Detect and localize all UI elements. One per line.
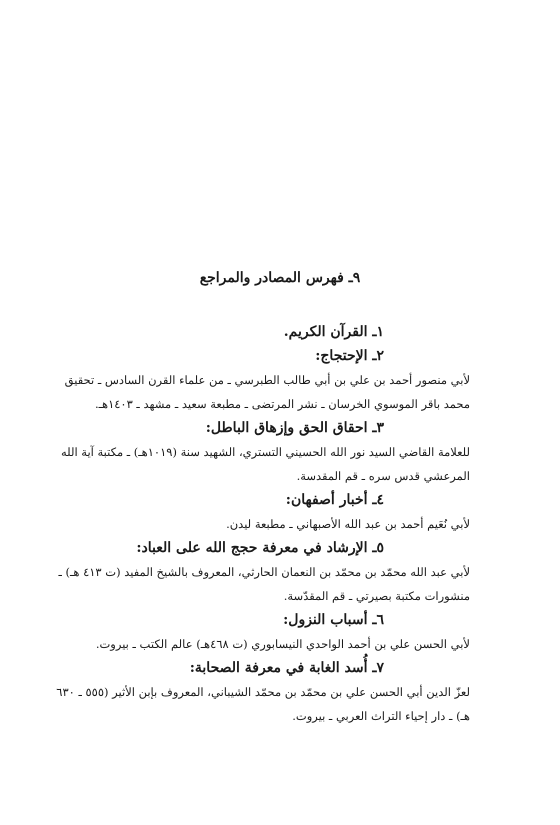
entry-title: ٧ـ أُسد الغابة في معرفة الصحابة: [189, 660, 384, 676]
entry-title: ١ـ القرآن الكريم. [283, 324, 384, 340]
bibliography-entry [64, 344, 470, 416]
bibliography-list [56, 318, 470, 728]
entry-title: ٦ـ أسباب النزول: [283, 612, 384, 628]
bibliography-entry [90, 320, 470, 344]
entry-title: ٣ـ احقاق الحق وإزهاق الباطل: [205, 420, 384, 436]
entry-text-line: للعلامة القاضي السيد نور الله الحسيني التستري، الشهيد سنة (١٠١٩هـ) ـ مكتبة آية الله [60, 445, 470, 459]
entry-text-line: لأبي نُعَيم أحمد بن عبد الله الأصبهاني ـ مطبعة ليدن. [226, 517, 470, 531]
entry-text-line: المرعشي قدس سره ـ قم المقدسة. [296, 469, 470, 483]
entry-text-line: لأبي منصور أحمد بن علي بن أبي طالب الطبرسي ـ من علماء القرن السادس ـ تحقيق [64, 373, 470, 387]
entry-title: ٥ـ الإرشاد في معرفة حجج الله على العباد: [136, 540, 384, 556]
entry-text-line: لأبي الحسن علي بن أحمد الواحدي النيسابوري (ت ٤٦٨هـ) عالم الكتب ـ بيروت. [95, 637, 470, 651]
entry-text-line: منشورات مكتبة بصيرتي ـ قم المقدّسة. [283, 589, 470, 603]
bibliography-entry [58, 536, 470, 608]
entry-title: ٢ـ الإحتجاج: [315, 348, 384, 364]
section-title: ٩ـ فهرس المصادر والمراجع [199, 270, 361, 286]
entry-text-line: هـ) ـ دار إحياء التراث العربي ـ بيروت. [292, 709, 470, 723]
bibliography-entry [56, 656, 470, 728]
bibliography-entry [60, 416, 470, 488]
bibliography-entry [90, 488, 470, 536]
entry-text-line: محمد باقر الموسوي الخرسان ـ نشر المرتضى ـ مطبعة سعيد ـ مشهد ـ ١٤٠٣هـ. [94, 397, 470, 411]
entry-title: ٤ـ أخبار أصفهان: [285, 492, 384, 508]
entry-text-line: لأبي عبد الله محمّد بن محمّد بن النعمان الحارثي، المعروف بالشيخ المفيد (ت ٤١٣ هـ) ـ [58, 565, 470, 579]
bibliography-entry [90, 608, 470, 656]
entry-text-line: لعزّ الدين أبي الحسن علي بن محمّد بن محمّد الشيباني، المعروف بإبن الأثير (٥٥٥ ـ ٦٣٠ [56, 685, 470, 699]
